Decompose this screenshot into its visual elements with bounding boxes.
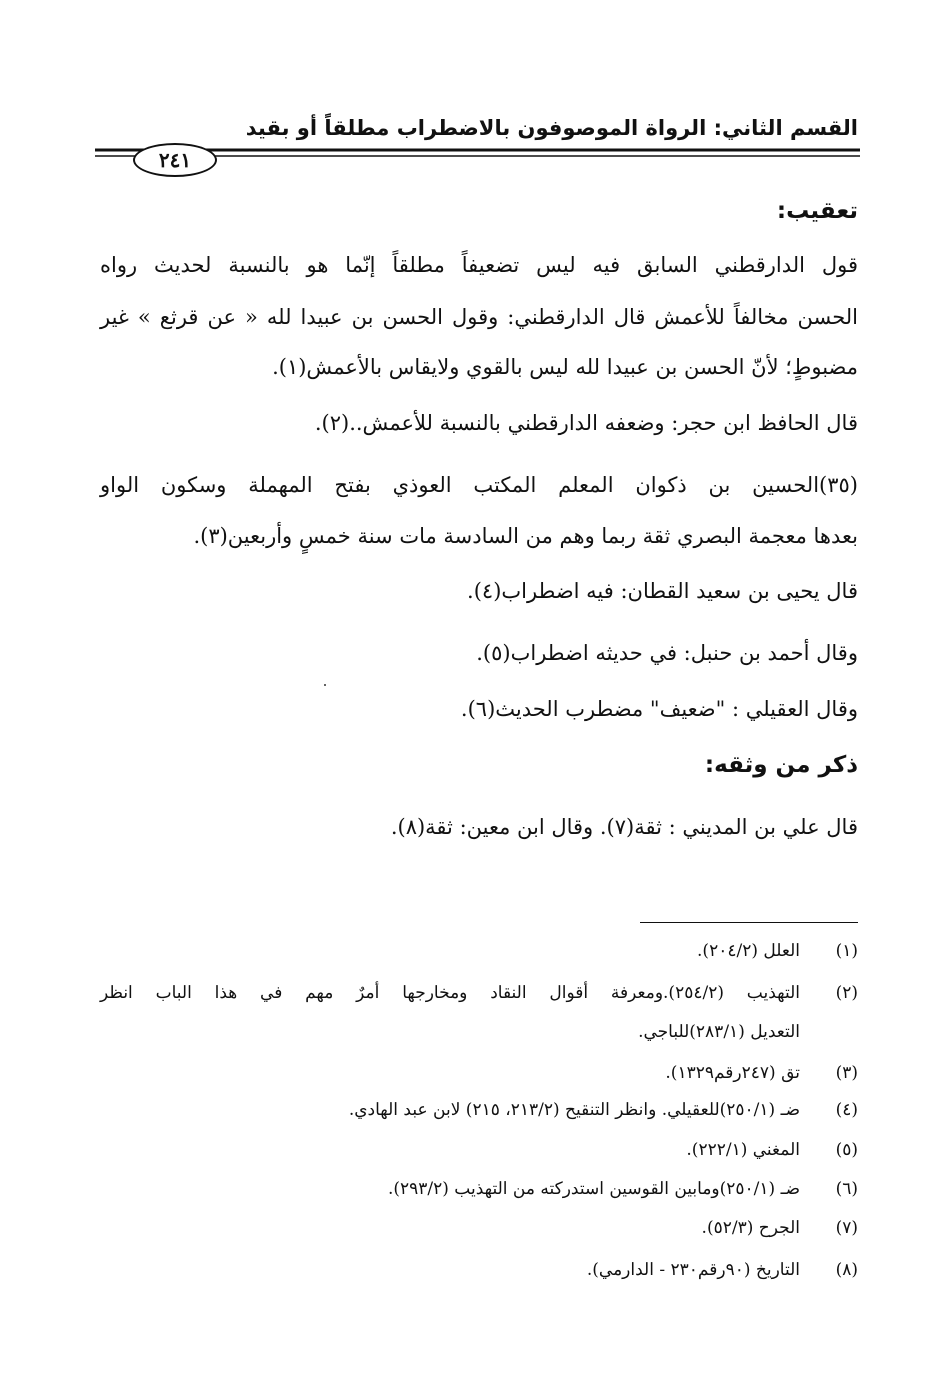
quote-line: قال يحيى بن سعيد القطان: فيه اضطراب(٤). <box>467 579 858 603</box>
footnote-number: (٢) <box>835 983 858 1003</box>
footnote-number: (٨) <box>835 1260 858 1280</box>
footnote <box>150 1176 858 1202</box>
footnote <box>150 1060 858 1086</box>
footnote-text: ضـ (٢٥٠/١)ومابين القوسين استدركته من التهذيب (٢٩٣/٢). <box>387 1179 800 1199</box>
footnote <box>100 980 858 1006</box>
paragraph-line: قال الحافظ ابن حجر: وضعفه الدارقطني بالنسبة للأعمش..(٢). <box>314 411 858 435</box>
footnote-text: التاريخ (٩٠رقم٢٣٠ - الدارمي). <box>586 1260 800 1280</box>
footnote <box>150 1097 858 1123</box>
footnote-continuation: التعديل (٢٨٣/١)للباجي. <box>638 1022 800 1042</box>
footnote-text: تق (٢٤٧رقم١٣٢٩). <box>665 1063 800 1083</box>
footnote <box>150 1137 858 1163</box>
quote-line: قال علي بن المديني : ثقة(٧). وقال ابن معين: ثقة(٨). <box>390 815 858 839</box>
footnote-text: المغني (٢٢٢/١). <box>686 1140 800 1160</box>
section-heading-comment: تعقيب: <box>776 198 858 224</box>
footnote-number: (٥) <box>835 1140 858 1160</box>
footnote-text: الجرح (٥٢/٣). <box>701 1218 800 1238</box>
footnote-separator <box>640 922 858 923</box>
print-speck <box>324 684 326 686</box>
footnote <box>150 1257 858 1283</box>
footnote <box>150 1215 858 1241</box>
running-header-title: القسم الثاني: الرواة الموصوفون بالاضطراب مطلقاً أو بقيد <box>245 116 858 140</box>
paragraph-line: الحسن مخالفاً للأعمش قال الدارقطني: وقول الحسن بن عبيدا لله « عن قرثع » غير <box>100 305 858 329</box>
narrator-entry-line: (٣٥)الحسين بن ذكوان المعلم المكتب العوذي بفتح المهملة وسكون الواو <box>100 473 858 497</box>
footnote-number: (٤) <box>835 1100 858 1120</box>
page-number: ٢٤١ <box>133 143 217 177</box>
quote-line: وقال أحمد بن حنبل: في حديثه اضطراب(٥). <box>476 641 858 665</box>
quote-line: وقال العقيلي : "ضعيف" مضطرب الحديث(٦). <box>460 697 858 721</box>
footnote-number: (٦) <box>835 1179 858 1199</box>
section-heading-trust: ذكر من وثقه: <box>704 752 858 778</box>
paragraph-line: قول الدارقطني السابق فيه ليس تضعيفاً مطلقاً إنّما هو بالنسبة لحديث رواه <box>100 253 858 277</box>
footnote-text: ضـ (٢٥٠/١)للعقيلي. وانظر التنقيح (٢١٣/٢، ٢١٥) لابن عبد الهادي. <box>348 1100 800 1120</box>
paragraph-line: مضبوطٍ؛ لأنّ الحسن بن عبيدا لله ليس بالقوي ولايقاس بالأعمش(١). <box>272 355 858 379</box>
footnote-number: (١) <box>835 941 858 961</box>
footnote-text: العلل (٢٠٤/٢). <box>697 941 800 961</box>
footnote-number: (٣) <box>835 1063 858 1083</box>
narrator-entry-line: بعدها معجمة البصري ثقة ربما وهم من السادسة مات سنة خمسٍ وأربعين(٣). <box>193 524 858 548</box>
footnote <box>150 938 858 964</box>
footnote-text: التهذيب (٢٥٤/٢).ومعرفة أقوال النقاد ومخارجها أمرٌ مهم في هذا الباب انظر <box>100 983 800 1003</box>
footnote-number: (٧) <box>835 1218 858 1238</box>
